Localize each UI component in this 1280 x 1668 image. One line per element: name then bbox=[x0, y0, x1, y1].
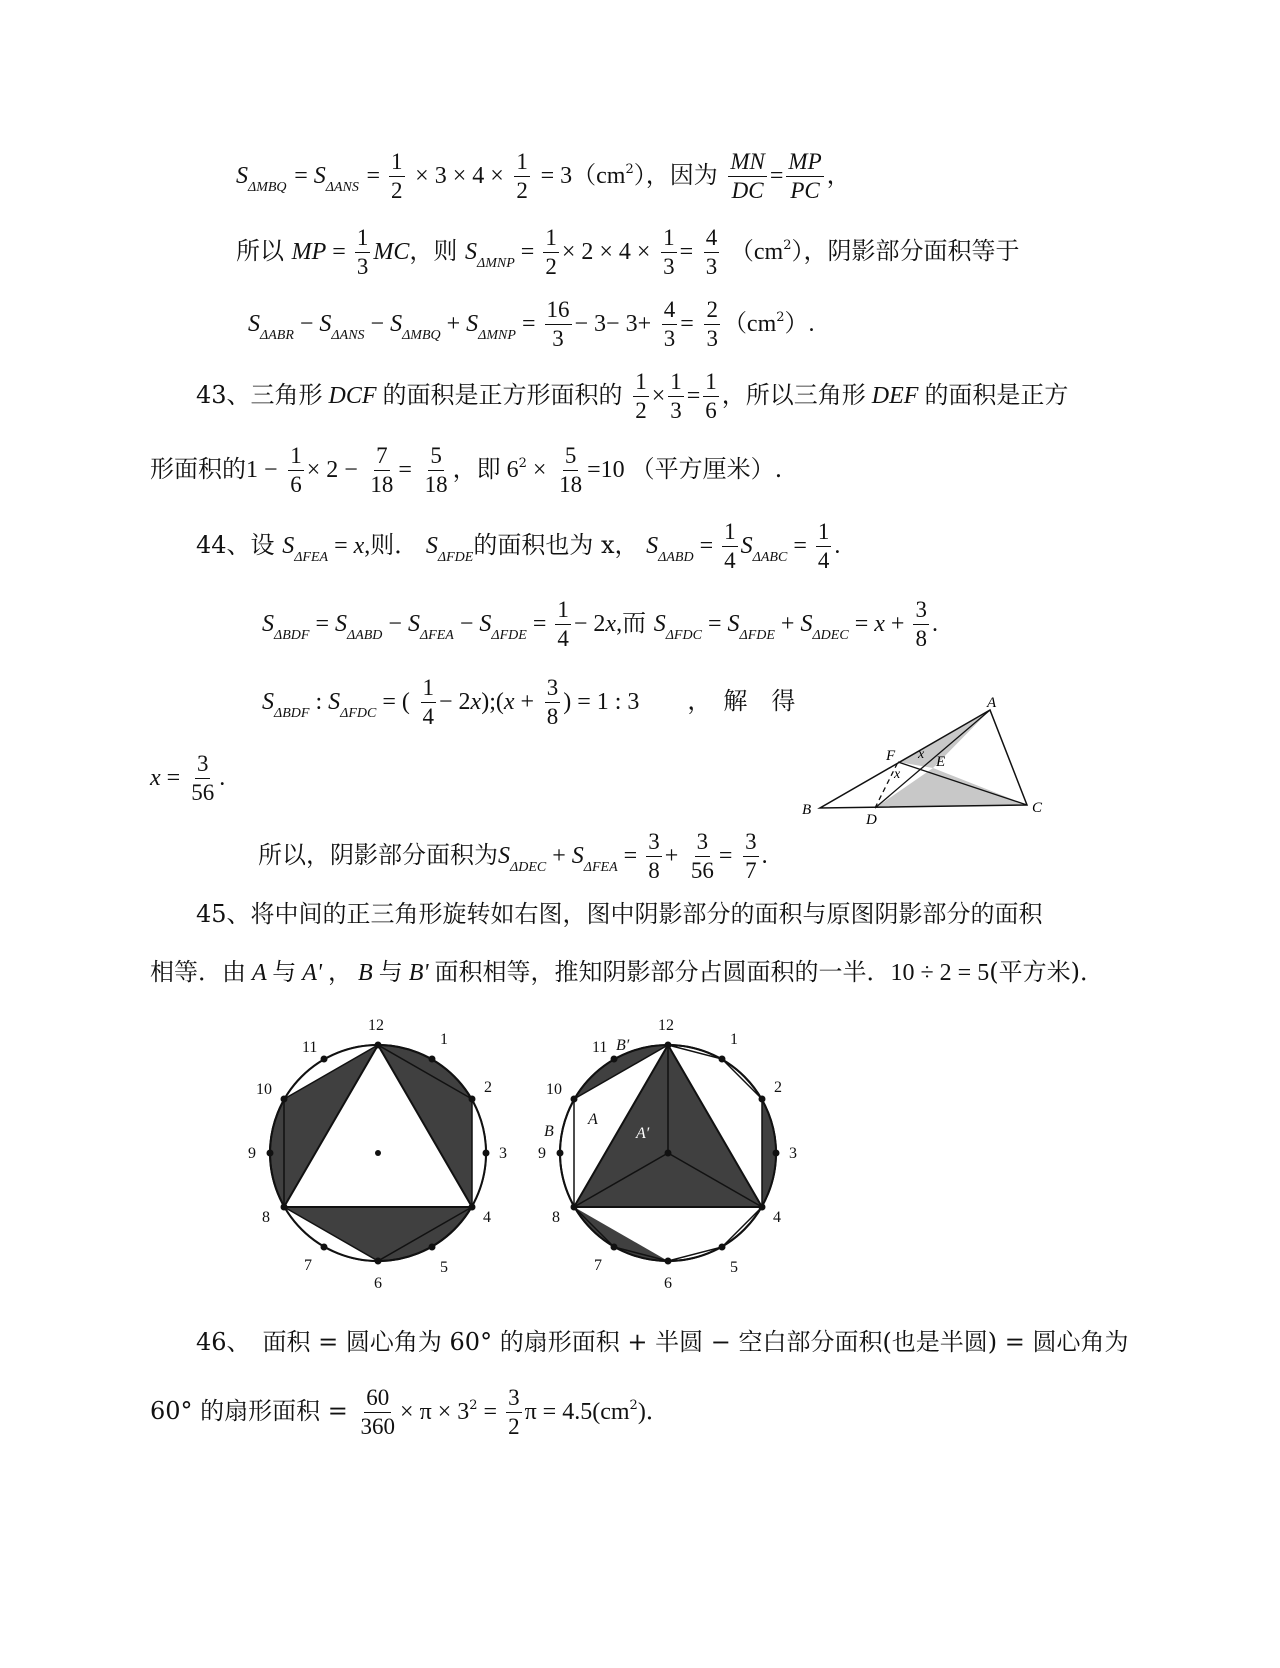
clock-figure-left bbox=[240, 1010, 520, 1300]
clock-left-11: 11 bbox=[302, 1039, 318, 1056]
clock-left-1: 1 bbox=[440, 1031, 448, 1048]
label-d: D bbox=[866, 812, 877, 828]
clock-right-10: 10 bbox=[546, 1081, 562, 1098]
center-dot-left bbox=[375, 1150, 381, 1156]
clock-right-3: 3 bbox=[789, 1145, 797, 1162]
clock-right-8: 8 bbox=[552, 1209, 560, 1226]
clock-right-9: 9 bbox=[538, 1145, 546, 1162]
label-a-region: A bbox=[588, 1111, 598, 1128]
label-b-prime: B′ bbox=[616, 1037, 630, 1054]
label-b-region: B bbox=[544, 1123, 554, 1140]
eq-line-3: $S_{\Delta ABR} - S_{\Delta ANS} - S_{\Delta MBQ} + S_{\Delta MNP}$ = $\frac{16}{3}$ − 3− 3+ $\frac{4}{3}$ = $\frac{2}{3}$ $(cm^2)$. bbox=[248, 297, 815, 352]
label-f: F bbox=[886, 748, 896, 764]
clock-left-7: 7 bbox=[304, 1257, 312, 1274]
eq-line-1: $S_{\Delta MBQ} = S_{\Delta ANS}$ = $\frac{1}{2}$ × 3 × 4 × $\frac{1}{2}$ = $3(cm^2)$，因为 $\frac{MN}{DC}$ = $\frac{MP}{PC}$ ， bbox=[236, 149, 851, 204]
problem-44-line-2: $S_{\Delta BDF} = S_{\Delta ABD} - S_{\Delta FEA} - S_{\Delta FDE}$ = $\frac{1}{4}$ − 2x,而 $S_{\Delta FDC} = S_{\Delta FDE} + S_{\Delta DEC} = x$ + $\frac{3}{8}$ . bbox=[262, 597, 938, 652]
clock-right-4: 4 bbox=[773, 1209, 781, 1226]
clock-figure-right bbox=[530, 1010, 820, 1300]
problem-46-line-1: 46、 面积 = 圆心角为 60° 的扇形面积 + 半圆 − 空白部分面积(也是半圆) = 圆心角为 bbox=[196, 1328, 1129, 1356]
label-a-prime: A′ bbox=[636, 1125, 650, 1142]
clock-right-2: 2 bbox=[774, 1079, 782, 1096]
triangle-figure bbox=[790, 690, 1060, 830]
clock-right-12: 12 bbox=[658, 1017, 674, 1034]
problem-46-line-2: 60° 的扇形面积 = $\frac{60}{360}$ × $\pi \times 3^2$ = $\frac{3}{2}$ $\pi = 4.5(cm^2)$． bbox=[150, 1385, 670, 1440]
clock-left-9: 9 bbox=[248, 1145, 256, 1162]
clock-right-5: 5 bbox=[730, 1259, 738, 1276]
clock-left-6: 6 bbox=[374, 1275, 382, 1292]
clock-right-1: 1 bbox=[730, 1031, 738, 1048]
label-b: B bbox=[802, 802, 812, 818]
clock-right-11: 11 bbox=[592, 1039, 608, 1056]
eq-line-2: 所以 MP = $\frac{1}{3}$ MC，则 $S_{\Delta MNP}$ = $\frac{1}{2}$ × 2 × 4 × $\frac{1}{3}$ = $\frac{4}{3}$ $(cm^2)$，阴影部分面积等于 bbox=[236, 225, 1020, 280]
clock-right-6: 6 bbox=[664, 1275, 672, 1292]
clock-left-3: 3 bbox=[499, 1145, 507, 1162]
label-x-lower: x bbox=[894, 767, 901, 782]
problem-45-line-2: 相等．由 A 与 A' ， B 与 B' 面积相等，推知阴影部分占圆面积的一半．10 ÷ 2 = 5(平方米)． bbox=[150, 958, 1104, 986]
clock-right-7: 7 bbox=[594, 1257, 602, 1274]
clock-left-12: 12 bbox=[368, 1017, 384, 1034]
label-c: C bbox=[1032, 800, 1043, 816]
problem-44-line-1: 44、设 $S_{\Delta FEA} = x$,则． $S_{\Delta FDE}$的面积也为 x， $S_{\Delta ABD}$ = $\frac{1}{4}$ $S_{\Delta ABC}$ = $\frac{1}{4}$ . bbox=[196, 519, 841, 574]
clock-left-4: 4 bbox=[483, 1209, 491, 1226]
clock-left-2: 2 bbox=[484, 1079, 492, 1096]
problem-44-result: x = $\frac{3}{56}$ . bbox=[150, 751, 226, 806]
clock-left-5: 5 bbox=[440, 1259, 448, 1276]
problem-43-line-2: 形面积的1 − $\frac{1}{6}$ × 2 − $\frac{7}{18}$ = $\frac{5}{18}$ ，即 $6^2$ × $\frac{5}{18}$ =10 （平方厘米）. bbox=[150, 443, 783, 498]
clock-left-10: 10 bbox=[256, 1081, 272, 1098]
problem-44-answer: 所以，阴影部分面积为$S_{\Delta DEC} + S_{\Delta FEA}$ = $\frac{3}{8}$ + $\frac{3}{56}$ = $\frac{3}{7}$ . bbox=[258, 829, 768, 884]
problem-45-line-1: 45、将中间的正三角形旋转如右图，图中阴影部分的面积与原图阴影部分的面积 bbox=[196, 900, 1043, 928]
clock-left-8: 8 bbox=[262, 1209, 270, 1226]
problem-43-line-1: 43、三角形 DCF 的面积是正方形面积的 $\frac{1}{2}$ × $\frac{1}{3}$ = $\frac{1}{6}$ ，所以三角形 DEF 的面积是正方 bbox=[196, 369, 1069, 424]
label-x-upper: x bbox=[918, 747, 925, 762]
center-dot-right bbox=[665, 1150, 672, 1157]
label-e: E bbox=[936, 754, 946, 770]
problem-44-line-3: $S_{\Delta BDF}$ : $S_{\Delta FDC}$ = ( $\frac{1}{4}$ − 2x);(x + $\frac{3}{8}$ ) = 1 : 3 ， 解 得 bbox=[262, 675, 796, 730]
label-a: A bbox=[987, 695, 997, 711]
